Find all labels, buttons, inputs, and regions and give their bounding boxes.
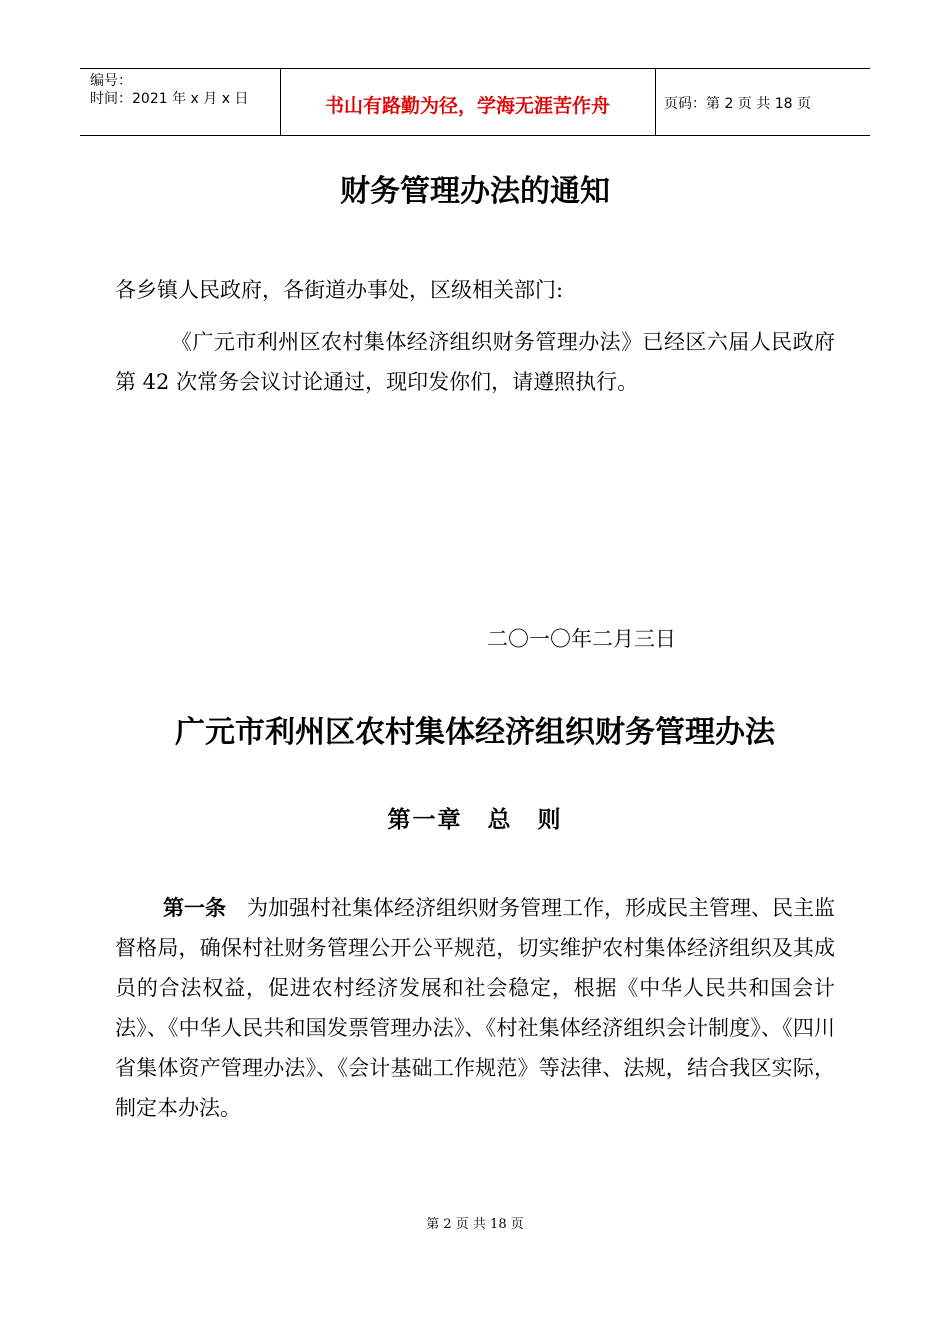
header-divider-right: [655, 68, 656, 135]
chapter-heading: 第一章 总 则: [387, 807, 563, 833]
header-page-info: 页码：第 2 页 共 18 页: [664, 96, 811, 112]
notice-salutation: 各乡镇人民政府，各街道办事处，区级相关部门:: [115, 278, 564, 302]
article-1-label: 第一条: [163, 896, 226, 920]
article-1: [115, 888, 835, 1128]
regulation-title: 广元市利州区农村集体经济组织财务管理办法: [175, 715, 775, 750]
header-top-rule: [80, 68, 870, 69]
notice-body: 《广元市利州区农村集体经济组织财务管理办法》已经区六届人民政府第 42 次常务会议讨论通过，现印发你们，请遵照执行。: [115, 330, 835, 394]
header-motto: 书山有路勤为径，学海无涯苦作舟: [324, 95, 610, 117]
notice-date: 二〇一〇年二月三日: [487, 627, 676, 651]
page-footer: 第 2 页 共 18 页: [426, 1217, 524, 1232]
serial-label: 编号：: [90, 73, 132, 89]
header-meta: [90, 72, 248, 108]
header-bottom-rule: [80, 135, 870, 136]
notice-title: 财务管理办法的通知: [340, 174, 610, 209]
article-1-text: 为加强村社集体经济组织财务管理工作，形成民主管理、民主监督格局，确保村社财务管理公开公平规范，切实维护农村集体经济组织及其成员的合法权益，促进农村经济发展和社会稳定，根据《中华人民共和国会计法》、《中华人民共和国发票管理办法》、《村社集体经济组织会计制度》、《四川省集体资产管理办法》、《会计基础工作规范》等法律、法规，结合我区实际，制定本办法。: [115, 896, 835, 1120]
time-label: 时间：2021 年 x 月 x 日: [90, 91, 249, 107]
